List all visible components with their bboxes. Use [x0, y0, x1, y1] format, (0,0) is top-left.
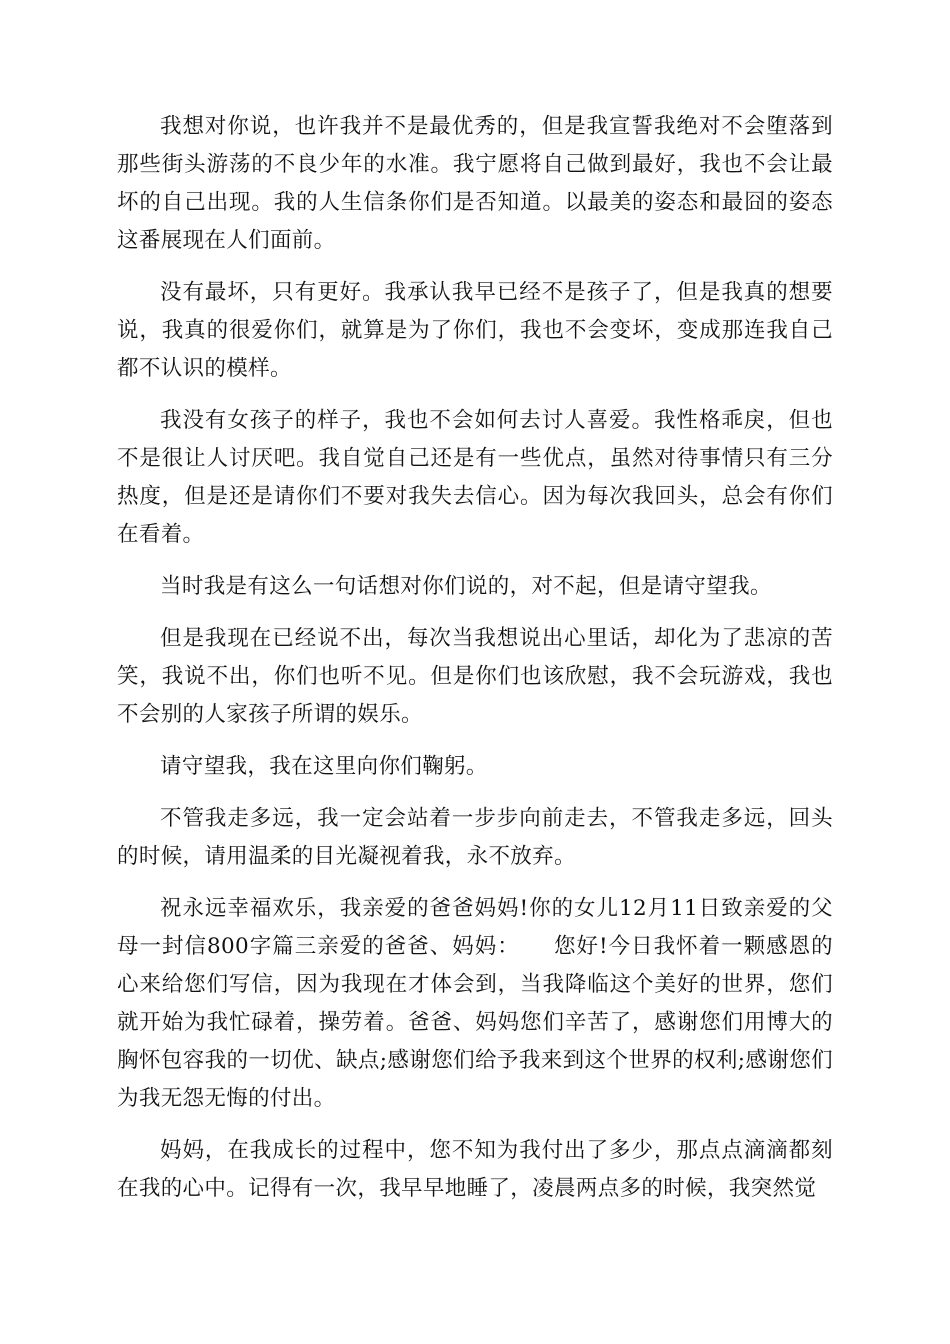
paragraph-1: 我想对你说，也许我并不是最优秀的，但是我宣誓我绝对不会堕落到那些街头游荡的不良少年的水准。我宁愿将自己做到最好，我也不会让最坏的自己出现。我的人生信条你们是否知道。以最美的姿态和最囧的姿态这番展现在人们面前。 — [117, 114, 833, 253]
paragraph-2: 没有最坏，只有更好。我承认我早已经不是孩子了，但是我真的想要说，我真的很爱你们，就算是为了你们，我也不会变坏，变成那连我自己都不认识的模样。 — [117, 280, 833, 381]
paragraph-9: 妈妈，在我成长的过程中，您不知为我付出了多少，那点点滴滴都刻在我的心中。记得有一次，我早早地睡了，凌晨两点多的时候，我突然觉 — [117, 1138, 833, 1201]
paragraph-6: 请守望我，我在这里向你们鞠躬。 — [160, 754, 488, 779]
paragraph-4: 当时我是有这么一句话想对你们说的，对不起，但是请守望我。 — [160, 574, 772, 599]
letter-body — [117, 108, 833, 1222]
paragraph-3: 我没有女孩子的样子，我也不会如何去讨人喜爱。我性格乖戾，但也不是很让人讨厌吧。我自觉自己还是有一些优点，虽然对待事情只有三分热度，但是还是请你们不要对我失去信心。因为每次我回头，总会有你们在看着。 — [117, 408, 833, 547]
paragraph-7: 不管我走多远，我一定会站着一步步向前走去，不管我走多远，回头的时候，请用温柔的目光凝视着我，永不放弃。 — [117, 806, 833, 869]
paragraph-8: 祝永远幸福欢乐，我亲爱的爸爸妈妈!你的女儿12月11日致亲爱的父母一封信800字篇三亲爱的爸爸、妈妈： 您好!今日我怀着一颗感恩的心来给您们写信，因为我现在才体会到，当我降临这个美好的世界，您们就开始为我忙碌着，操劳着。爸爸、妈妈您们辛苦了，感谢您们用博大的胸怀包容我的一切优、缺点;感谢您们给予我来到这个世界的权利;感谢您们为我无怨无悔的付出。 — [117, 896, 833, 1111]
paragraph-5: 但是我现在已经说不出，每次当我想说出心里话，却化为了悲凉的苦笑，我说不出，你们也听不见。但是你们也该欣慰，我不会玩游戏，我也不会别的人家孩子所谓的娱乐。 — [117, 626, 833, 727]
